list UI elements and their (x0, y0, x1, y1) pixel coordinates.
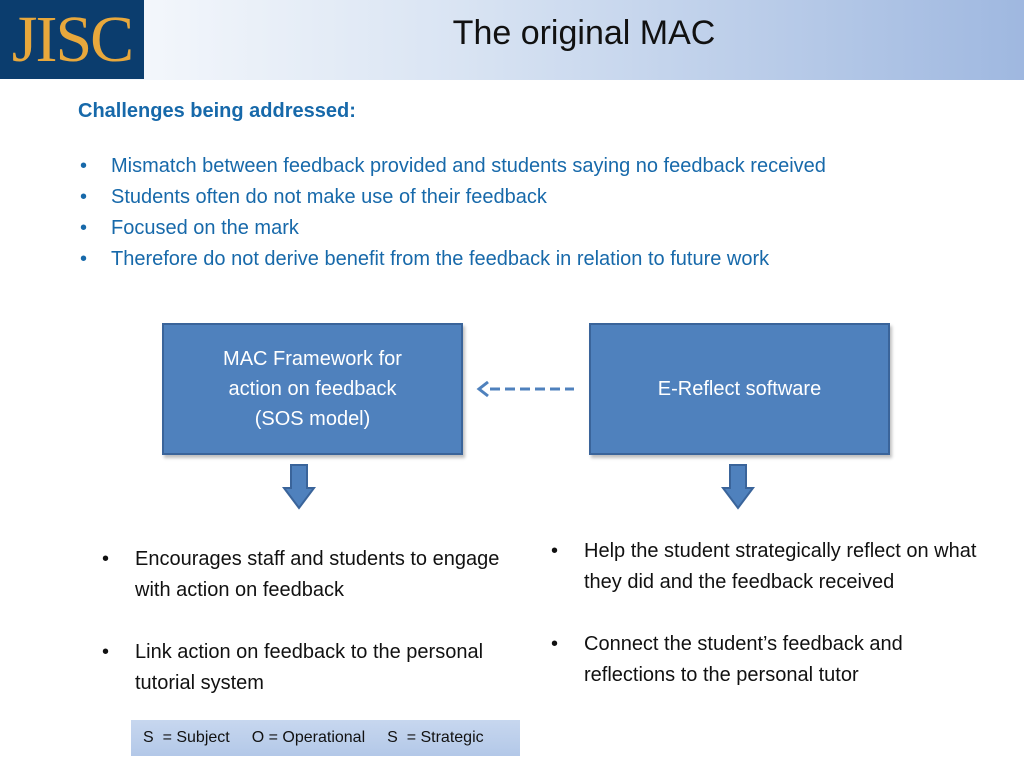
sos-legend (131, 720, 520, 756)
challenges-section (78, 100, 978, 275)
challenges-heading: Challenges being addressed: (78, 100, 356, 122)
e-reflect-box (589, 323, 890, 455)
jisc-logo (0, 0, 144, 79)
challenge-item: • Students often do not make use of their feedback (78, 182, 978, 213)
challenge-item: • Focused on the mark (78, 213, 978, 244)
list-item: • Help the student strategically reflect on what they did and the feedback received (549, 536, 979, 598)
list-item: • Encourages staff and students to engage with action on feedback (100, 544, 500, 606)
e-reflect-outcomes-list (549, 536, 979, 691)
legend-strategic: S = Strategic (387, 729, 484, 746)
legend-operational: O = Operational (251, 729, 366, 746)
challenges-list (78, 151, 978, 275)
mac-box-line: (SOS model) (254, 408, 371, 430)
logo-text: JISC (11, 2, 133, 76)
mac-box-line: MAC Framework for (223, 348, 402, 370)
legend-subject: S = Subject (143, 729, 230, 746)
list-item: • Link action on feedback to the personal tutorial system (100, 637, 500, 699)
list-item: • Connect the student’s feedback and reflections to the personal tutor (549, 629, 979, 691)
mac-box-line: action on feedback (228, 378, 397, 400)
down-arrow-icon (282, 464, 316, 510)
dashed-left-arrow-icon (476, 380, 576, 398)
challenge-item: • Mismatch between feedback provided and students saying no feedback received (78, 151, 978, 182)
e-reflect-label: E-Reflect software (657, 378, 822, 400)
down-arrow-icon (721, 464, 755, 510)
mac-framework-box (162, 323, 463, 455)
mac-outcomes-list (100, 544, 500, 699)
slide-header (0, 0, 1024, 80)
challenge-item: • Therefore do not derive benefit from the feedback in relation to future work (78, 244, 978, 275)
slide-title: The original MAC (452, 14, 716, 52)
